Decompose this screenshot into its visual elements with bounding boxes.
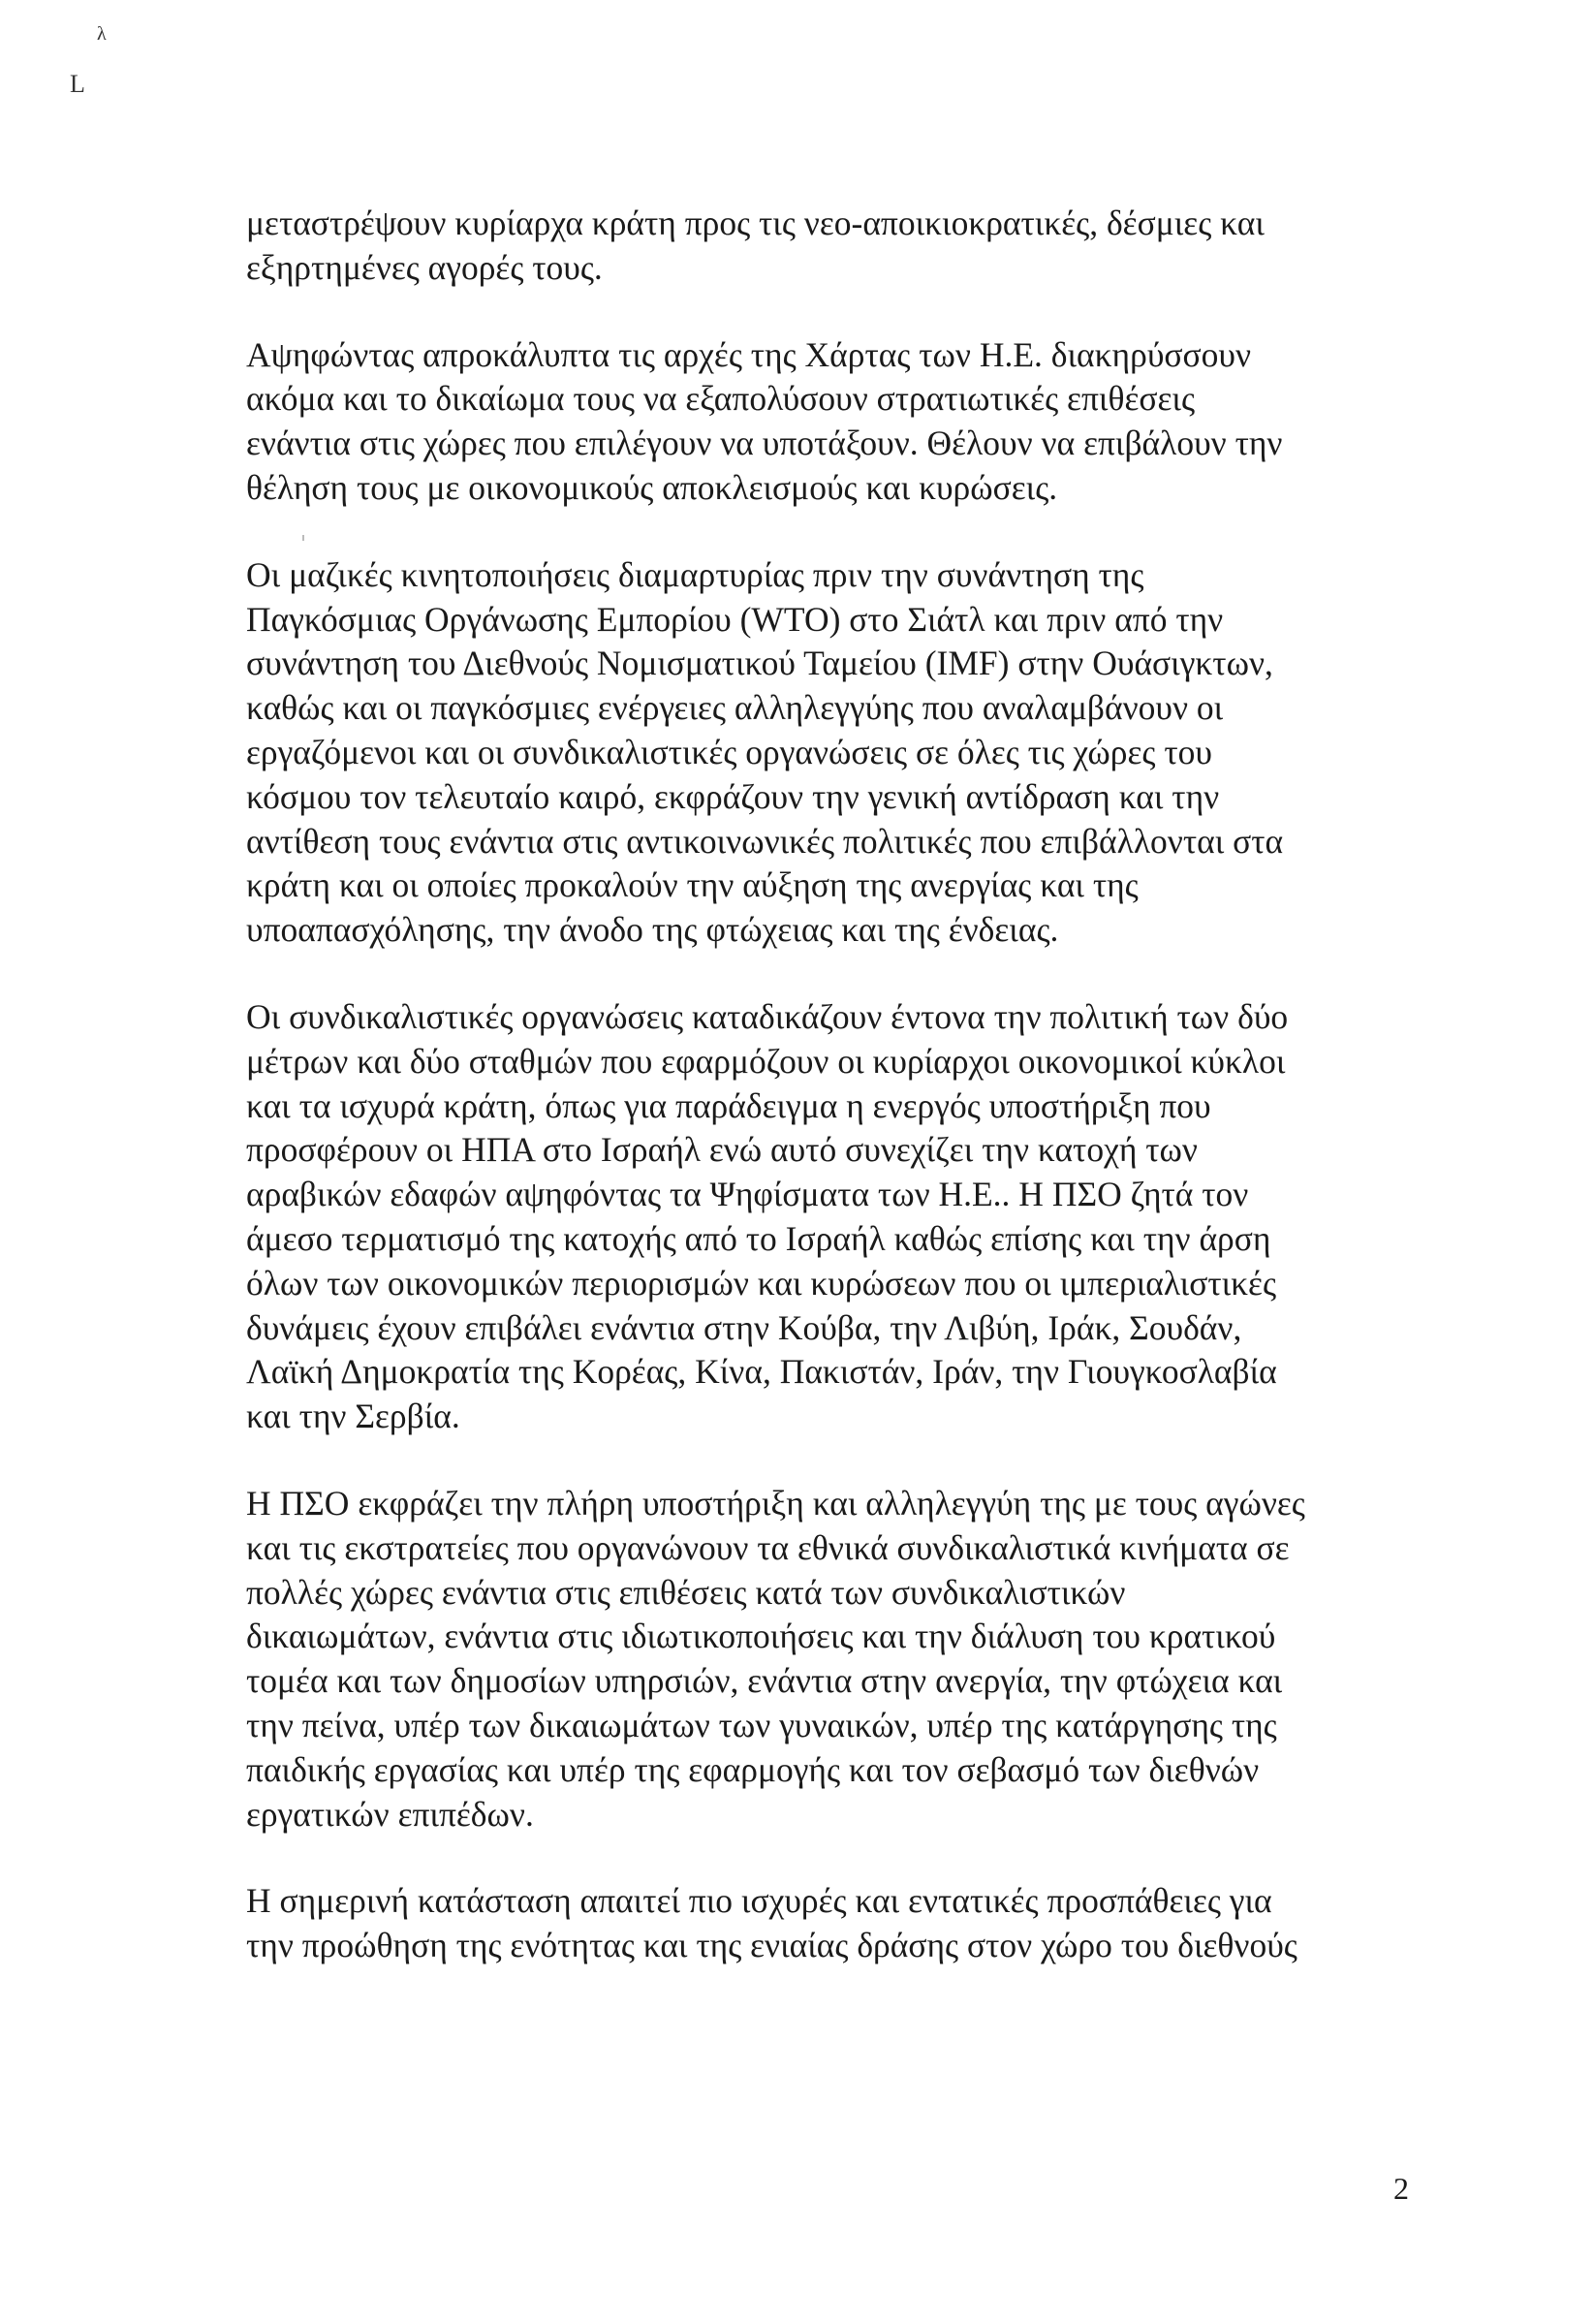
paragraph: [246, 1879, 1419, 1968]
paragraph: [246, 995, 1419, 1439]
text-line: και τις εκστρατείες που οργανώνουν τα εθνικά συνδικαλιστικά κινήματα σε: [246, 1527, 1290, 1567]
document-body: [246, 202, 1419, 2011]
handwritten-mark-side: L: [70, 70, 85, 98]
paragraph: [246, 1482, 1419, 1837]
text-line: τομέα και των δημοσίων υπηρσιών, ενάντια στην ανεργία, την φτώχεια και: [246, 1661, 1283, 1701]
text-line: όλων των οικονομικών περιορισμών και κυρώσεων που οι ιμπεριαλιστικές: [246, 1263, 1277, 1303]
paragraph: [246, 202, 1419, 291]
paragraph: [246, 333, 1419, 511]
text-line: εργαζόμενοι και οι συνδικαλιστικές οργανώσεις σε όλες τις χώρες του: [246, 732, 1212, 771]
text-line: δικαιωμάτων, ενάντια στις ιδιωτικοποιήσεις και την διάλυση του κρατικού: [246, 1617, 1276, 1656]
text-line: μέτρων και δύο σταθμών που εφαρμόζουν οι κυρίαρχοι οικονομικοί κύκλοι: [246, 1041, 1286, 1081]
text-line: Η ΠΣΟ εκφράζει την πλήρη υποστήριξη και αλληλεγγύη της με τους αγώνες: [246, 1483, 1305, 1523]
text-line: καθώς και οι παγκόσμιες ενέργειες αλληλεγγύης που αναλαμβάνουν οι: [246, 688, 1224, 728]
text-line: και τα ισχυρά κράτη, όπως για παράδειγμα η ενεργός υποστήριξη που: [246, 1085, 1211, 1125]
text-line: Παγκόσμιας Οργάνωσης Εμπορίου (WTO) στο Σιάτλ και πριν από την: [246, 599, 1224, 639]
text-line: ενάντια στις χώρες που επιλέγουν να υποτάξουν. Θέλουν να επιβάλουν την: [246, 424, 1283, 463]
text-line: άμεσο τερματισμό της κατοχής από το Ισραήλ καθώς επίσης και την άρση: [246, 1218, 1271, 1258]
text-line: αραβικών εδαφών αψηφόντας τα Ψηφίσματα των Η.Ε.. Η ΠΣΟ ζητά τον: [246, 1175, 1249, 1214]
text-line: Λαϊκή Δημοκρατία της Κορέας, Κίνα, Πακιστάν, Ιράν, την Γιουγκοσλαβία: [246, 1352, 1277, 1392]
text-line: κόσμου τον τελευταίο καιρό, εκφράζουν την γενική αντίδραση και την: [246, 776, 1220, 816]
text-line: την προώθηση της ενότητας και της ενιαίας δράσης στον χώρο του διεθνούς: [246, 1926, 1297, 1965]
text-line: Αψηφώντας απροκάλυπτα τις αρχές της Χάρτας των Η.Ε. διακηρύσσουν: [246, 334, 1252, 374]
text-line: και την Σερβία.: [246, 1397, 460, 1436]
handwritten-mark-top: λ: [97, 23, 107, 45]
text-line: εξηρτημένες αγορές τους.: [246, 247, 603, 287]
text-line: υποαπασχόλησης, την άνοδο της φτώχειας και της ένδειας.: [246, 910, 1059, 950]
text-line: Οι συνδικαλιστικές οργανώσεις καταδικάζουν έντονα την πολιτική των δύο: [246, 996, 1289, 1036]
text-line: Η σημερινή κατάσταση απαιτεί πιο ισχυρές και εντατικές προσπάθειες για: [246, 1881, 1272, 1921]
text-line: μεταστρέψουν κυρίαρχα κράτη προς τις νεο-αποικιοκρατικές, δέσμιες και: [246, 204, 1265, 242]
paragraph: [246, 553, 1419, 953]
text-line: δυνάμεις έχουν επιβάλει ενάντια στην Κούβα, την Λιβύη, Ιράκ, Σουδάν,: [246, 1307, 1242, 1347]
text-line: παιδικής εργασίας και υπέρ της εφαρμογής και τον σεβασμό των διεθνών: [246, 1749, 1260, 1789]
text-line: συνάντηση του Διεθνούς Νομισματικού Ταμείου (IMF) στην Ουάσιγκτων,: [246, 644, 1273, 683]
page-number: 2: [1393, 2171, 1409, 2206]
text-line: αντίθεση τους ενάντια στις αντικοινωνικές πολιτικές που επιβάλλονται στα: [246, 821, 1284, 861]
text-line: θέληση τους με οικονομικούς αποκλεισμούς και κυρώσεις.: [246, 467, 1058, 507]
text-line: Οι μαζικές κινητοποιήσεις διαμαρτυρίας πριν την συνάντηση της: [246, 554, 1144, 594]
text-line: πολλές χώρες ενάντια στις επιθέσεις κατά των συνδικαλιστικών: [246, 1572, 1126, 1612]
text-line: την πείνα, υπέρ των δικαιωμάτων των γυναικών, υπέρ της κατάργησης της: [246, 1705, 1277, 1744]
text-line: κράτη και οι οποίες προκαλούν την αύξηση της ανεργίας και της: [246, 865, 1139, 905]
text-line: εργατικών επιπέδων.: [246, 1794, 534, 1834]
text-line: προσφέρουν οι ΗΠΑ στο Ισραήλ ενώ αυτό συνεχίζει την κατοχή των: [246, 1130, 1198, 1170]
text-line: ακόμα και το δικαίωμα τους να εξαπολύσουν στρατιωτικές επιθέσεις: [246, 379, 1196, 419]
